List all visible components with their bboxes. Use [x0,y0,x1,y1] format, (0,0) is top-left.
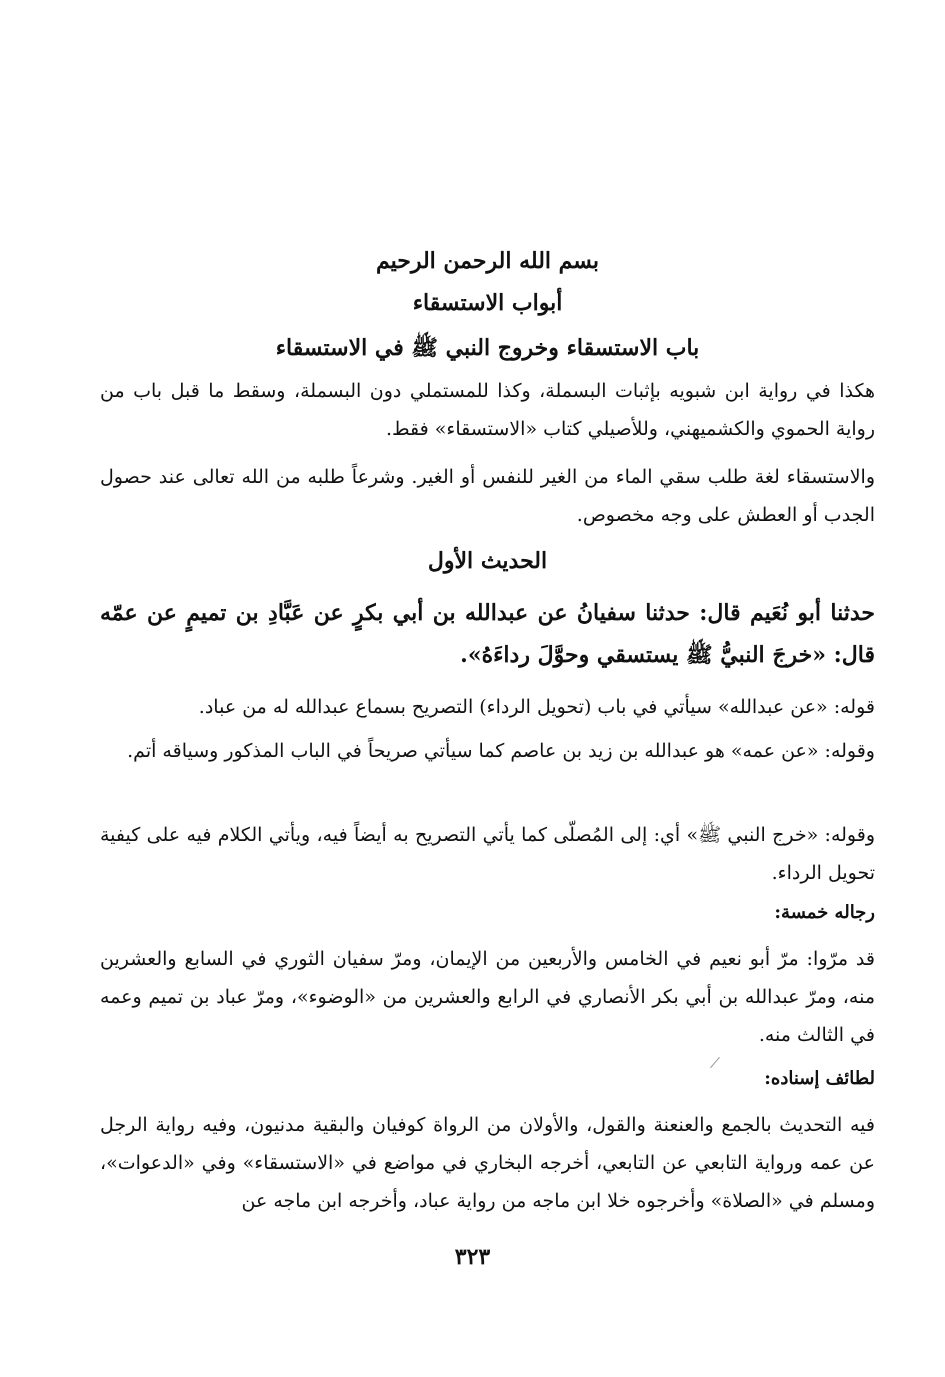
hadith-text: حدثنا أبو نُعَيم قال: حدثنا سفيانُ عن عبدالله بن أبي بكرٍ عن عَبَّادِ بن تميمٍ عن عمّه قال: «خرجَ النبيُّ ﷺ يستسقي وحوَّلَ رداءَهُ». [100,600,875,668]
commentary-paragraph: وقوله: «عن عمه» هو عبدالله بن زيد بن عاصم كما سيأتي صريحاً في الباب المذكور وسياقه أتم. [127,740,875,762]
chapter-title: باب الاستسقاء وخروج النبي ﷺ في الاستسقاء [275,335,700,361]
hadith-heading: الحديث الأول [427,548,548,574]
book-title: أبواب الاستسقاء [412,290,563,316]
narrators-heading: رجاله خمسة: [774,902,875,923]
isnad-paragraph: فيه التحديث بالجمع والعنعنة والقول، والأولان من الرواة كوفيان والبقية مدنيون، وفيه رواية الرجل عن عمه ورواية التابعي عن التابعي، أخرجه البخاري في مواضع في «الاستسقاء» وفي «الدعوات»، ومسلم في «الصلاة» وأخرجوه خلا ابن ماجه من رواية عباد، وأخرجه ابن ماجه عن [100,1114,875,1212]
commentary-paragraph: قوله: «عن عبدالله» سيأتي في باب (تحويل الرداء) التصريح بسماع عبدالله له من عباد. [198,696,875,718]
page-number: ٣٢٣ [454,1244,491,1270]
stray-mark [710,1057,720,1068]
basmala: بسم الله الرحمن الرحيم [375,248,600,274]
intro-paragraph: هكذا في رواية ابن شبويه بإثبات البسملة، وكذا للمستملي دون البسملة، وسقط ما قبل باب من رواية الحموي والكشميهني، وللأصيلي كتاب «الاستسقاء» فقط. [100,380,875,440]
commentary-paragraph: وقوله: «خرج النبي ﷺ» أي: إلى المُصلّى كما يأتي التصريح به أيضاً فيه، ويأتي الكلام فيه على كيفية تحويل الرداء. [100,824,875,884]
intro-paragraph: والاستسقاء لغة طلب سقي الماء من الغير للنفس أو الغير. وشرعاً طلبه من الله تعالى عند حصول الجدب أو العطش على وجه مخصوص. [100,466,875,526]
narrators-paragraph: قد مرّوا: مرّ أبو نعيم في الخامس والأربعين من الإيمان، ومرّ سفيان الثوري في السابع والعشرين منه، ومرّ عبدالله بن أبي بكر الأنصاري في الرابع والعشرين من «الوضوء»، ومرّ عباد بن تميم وعمه في الثالث منه. [100,948,875,1046]
isnad-heading: لطائف إسناده: [764,1068,875,1089]
